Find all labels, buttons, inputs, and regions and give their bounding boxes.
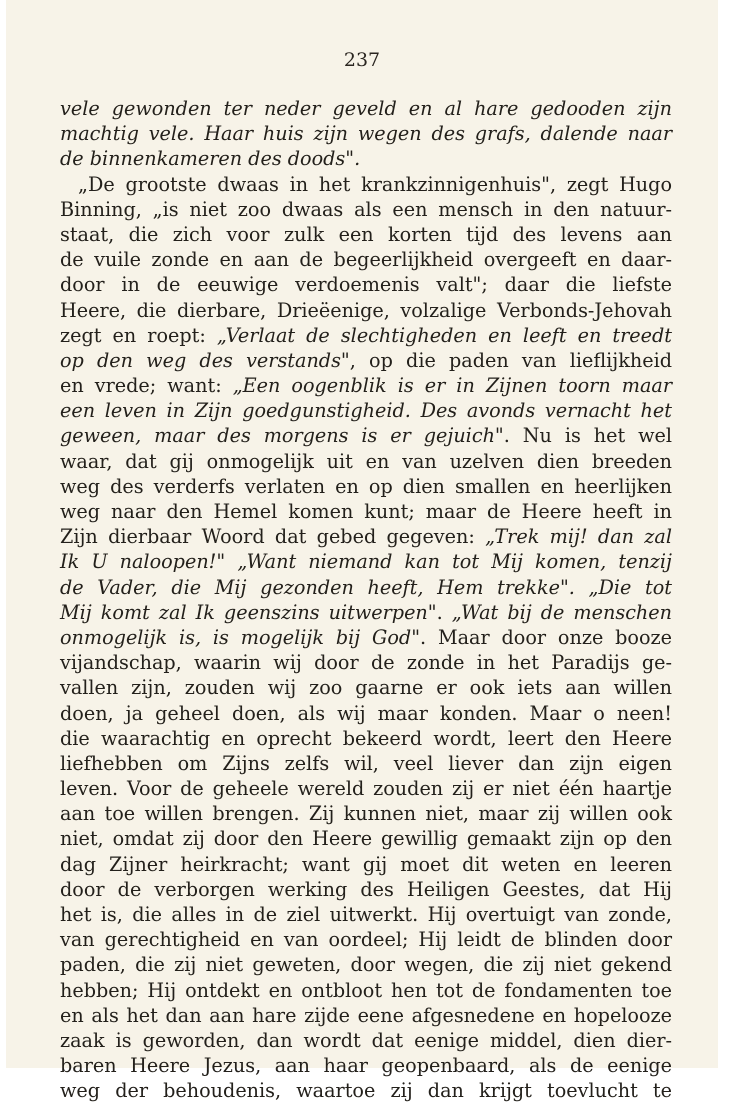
italic-text-segment: machtig vele. Haar huis zijn wegen des grafs, dalende naar xyxy=(60,122,672,146)
text-segment: liefhebben om Zijns zelfs wil, veel liever dan zijn eigen xyxy=(60,751,672,775)
text-segment: vijandschap, waarin wij door de zonde in het Paradijs ge- xyxy=(60,651,672,675)
text-segment: hebben; Hij ontdekt en ontbloot hen tot de fondamenten toe xyxy=(60,978,672,1002)
text-line xyxy=(60,549,672,574)
text-line-inner xyxy=(60,902,672,927)
italic-text-segment: Mij komt zal Ik geenszins uitwerpen" xyxy=(60,600,437,624)
text-segment: de vuile zonde en aan de begeerlijkheid overgeeft en daar- xyxy=(60,248,672,272)
text-segment: doen, ja geheel doen, als wij maar konden. Maar o neen! xyxy=(60,701,672,725)
text-line xyxy=(60,146,672,171)
italic-text-segment: „Verlaat de slechtigheden en leeft en treedt xyxy=(216,323,672,347)
text-segment: . Maar door onze booze xyxy=(420,625,672,649)
text-line xyxy=(60,826,672,851)
body-text xyxy=(60,96,672,1104)
italic-text-segment: geween, maar des morgens is er gejuich" xyxy=(60,424,504,448)
text-line-inner xyxy=(60,575,672,600)
text-line-inner xyxy=(60,1028,672,1053)
text-line-inner xyxy=(60,1078,672,1103)
text-segment: het is, die alles in de ziel uitwerkt. Hij overtuigt van zonde, xyxy=(60,903,672,926)
text-line-inner xyxy=(60,449,672,474)
text-line-inner xyxy=(60,650,672,675)
text-segment: weg des verderfs verlaten en op dien smallen en heerlijken xyxy=(60,474,672,498)
italic-text-segment: onmogelijk is, is mogelijk bij God" xyxy=(60,625,421,649)
text-line-inner xyxy=(60,776,672,801)
text-segment: Heere, die dierbare, Drieëenige, volzalige Verbonds-Jehovah xyxy=(60,298,672,322)
text-line-inner xyxy=(78,172,672,197)
text-line-inner xyxy=(60,121,672,146)
page-number: 237 xyxy=(343,49,381,71)
text-line xyxy=(60,398,672,423)
text-segment: zegt en roept: xyxy=(60,323,217,347)
text-line xyxy=(60,575,672,600)
text-line-inner xyxy=(60,675,672,700)
text-segment: paden, die zij niet geweten, door wegen, die zij niet gekend xyxy=(60,953,672,977)
text-segment: aan toe willen brengen. Zij kunnen niet, maar zij willen ook xyxy=(60,802,672,826)
text-line-inner xyxy=(60,852,672,877)
text-segment: vallen zijn, zouden wij zoo gaarne er ook iets aan willen xyxy=(60,676,672,700)
text-line-inner xyxy=(60,877,672,902)
text-segment: , op die paden van lieflijkheid xyxy=(349,348,672,372)
text-segment: en als het dan aan hare zijde eene afgesnedene en hopelooze xyxy=(60,1003,672,1027)
text-line-inner xyxy=(60,549,672,574)
italic-text-segment: op den weg des verstands" xyxy=(60,348,350,372)
text-line-inner xyxy=(60,348,672,373)
text-line-inner xyxy=(60,272,672,297)
text-segment: door de verborgen werking des Heiligen Geestes, dat Hij xyxy=(60,877,672,901)
text-line-inner xyxy=(60,247,672,272)
text-segment: Zijn dierbaar Woord dat gebed gegeven: xyxy=(60,525,486,549)
text-line-inner xyxy=(60,1053,672,1078)
text-segment: van gerechtigheid en van oordeel; Hij leidt de blinden door xyxy=(60,928,672,952)
text-line-inner xyxy=(60,146,360,171)
italic-text-segment: „Wat bij de menschen xyxy=(451,600,673,624)
book-page xyxy=(6,0,718,1103)
text-line-inner xyxy=(60,1003,672,1028)
text-line xyxy=(60,726,672,751)
text-line-inner xyxy=(60,323,672,348)
text-line xyxy=(60,902,672,927)
text-segment: leven. Voor de geheele wereld zouden zij er niet één haartje xyxy=(60,777,672,801)
text-line-inner xyxy=(60,298,672,323)
text-line xyxy=(60,524,672,549)
text-line xyxy=(60,1053,672,1078)
text-line xyxy=(60,675,672,700)
text-line xyxy=(60,247,672,272)
text-line xyxy=(60,600,672,625)
text-line-inner xyxy=(60,499,672,524)
text-segment: weg naar den Hemel komen kunt; maar de Heere heeft in xyxy=(60,500,672,523)
text-line-inner xyxy=(60,927,672,952)
text-line-inner xyxy=(60,801,672,826)
text-line xyxy=(60,1078,672,1103)
italic-text-segment: een leven in Zijn goedgunstigheid. Des avonds vernacht het xyxy=(60,399,672,423)
text-line xyxy=(60,978,672,1003)
text-line-inner xyxy=(60,978,672,1003)
text-line-inner xyxy=(60,423,672,448)
text-line xyxy=(60,298,672,323)
italic-text-segment: „Trek mij! dan zal xyxy=(485,525,672,549)
text-segment: staat, die zich voor zulk een korten tijd des levens aan xyxy=(60,222,672,246)
text-segment: die waarachtig en oprecht bekeerd wordt, leert den Heere xyxy=(60,726,672,750)
text-segment: Binning, „is niet zoo dwaas als een mensch in den natuur- xyxy=(60,197,672,221)
text-line xyxy=(60,1028,672,1053)
text-segment: „De grootste dwaas in het krankzinnigenhuis", zegt Hugo xyxy=(78,172,672,196)
text-line-inner xyxy=(60,952,672,977)
text-line xyxy=(60,449,672,474)
italic-text-segment: Ik U naloopen!" „Want niemand kan tot Mij komen, tenzij xyxy=(60,550,672,574)
text-line xyxy=(60,348,672,373)
text-line xyxy=(60,751,672,776)
text-line xyxy=(60,1003,672,1028)
text-line-inner xyxy=(60,600,672,625)
text-line-inner xyxy=(60,373,672,398)
text-line-inner xyxy=(60,625,672,650)
text-line-inner xyxy=(60,751,672,776)
text-segment: . xyxy=(436,600,452,624)
text-segment: . Nu is het wel xyxy=(503,424,672,448)
text-line xyxy=(60,323,672,348)
text-line xyxy=(60,96,672,121)
text-line-inner xyxy=(60,726,672,751)
text-line xyxy=(60,474,672,499)
text-segment: door in de eeuwige verdoemenis valt"; daar die liefste xyxy=(60,273,672,297)
italic-text-segment: „Een oogenblik is er in Zijnen toorn maar xyxy=(232,374,672,398)
text-line xyxy=(60,272,672,297)
text-line-inner xyxy=(60,826,672,851)
text-line-inner xyxy=(60,524,672,549)
italic-text-segment: de Vader, die Mij gezonden heeft, Hem trekke". „Die tot xyxy=(60,575,672,599)
italic-text-segment: de binnenkameren des doods". xyxy=(60,147,361,171)
text-line-inner xyxy=(60,96,672,121)
text-line xyxy=(60,952,672,977)
text-line xyxy=(60,877,672,902)
text-line xyxy=(60,121,672,146)
text-line xyxy=(60,776,672,801)
text-line xyxy=(60,801,672,826)
text-line xyxy=(60,222,672,247)
text-line xyxy=(60,172,672,197)
text-line xyxy=(60,197,672,222)
text-segment: zaak is geworden, dan wordt dat eenige middel, dien dier- xyxy=(60,1028,672,1052)
text-line-inner xyxy=(60,398,672,423)
text-line xyxy=(60,927,672,952)
text-line xyxy=(60,373,672,398)
text-line xyxy=(60,423,672,448)
text-segment: en vrede; want: xyxy=(60,374,233,398)
text-segment: dag Zijner heirkracht; want gij moet dit weten en leeren xyxy=(60,852,672,876)
text-line xyxy=(60,625,672,650)
text-line-inner xyxy=(60,474,672,499)
italic-text-segment: vele gewonden ter neder geveld en al hare gedooden zijn xyxy=(60,97,672,120)
text-line xyxy=(60,650,672,675)
text-segment: waar, dat gij onmogelijk uit en van uzelven dien breeden xyxy=(60,449,672,473)
text-line-inner xyxy=(60,197,672,222)
text-line-inner xyxy=(60,701,672,726)
text-line xyxy=(60,499,672,524)
text-line xyxy=(60,701,672,726)
text-line-inner xyxy=(60,222,672,247)
text-segment: baren Heere Jezus, aan haar geopenbaard, als de eenige xyxy=(60,1054,672,1078)
text-segment: niet, omdat zij door den Heere gewillig gemaakt zijn op den xyxy=(60,827,672,851)
text-line xyxy=(60,852,672,877)
text-segment: weg der behoudenis, waartoe zij dan krijgt toevlucht te xyxy=(60,1079,672,1103)
